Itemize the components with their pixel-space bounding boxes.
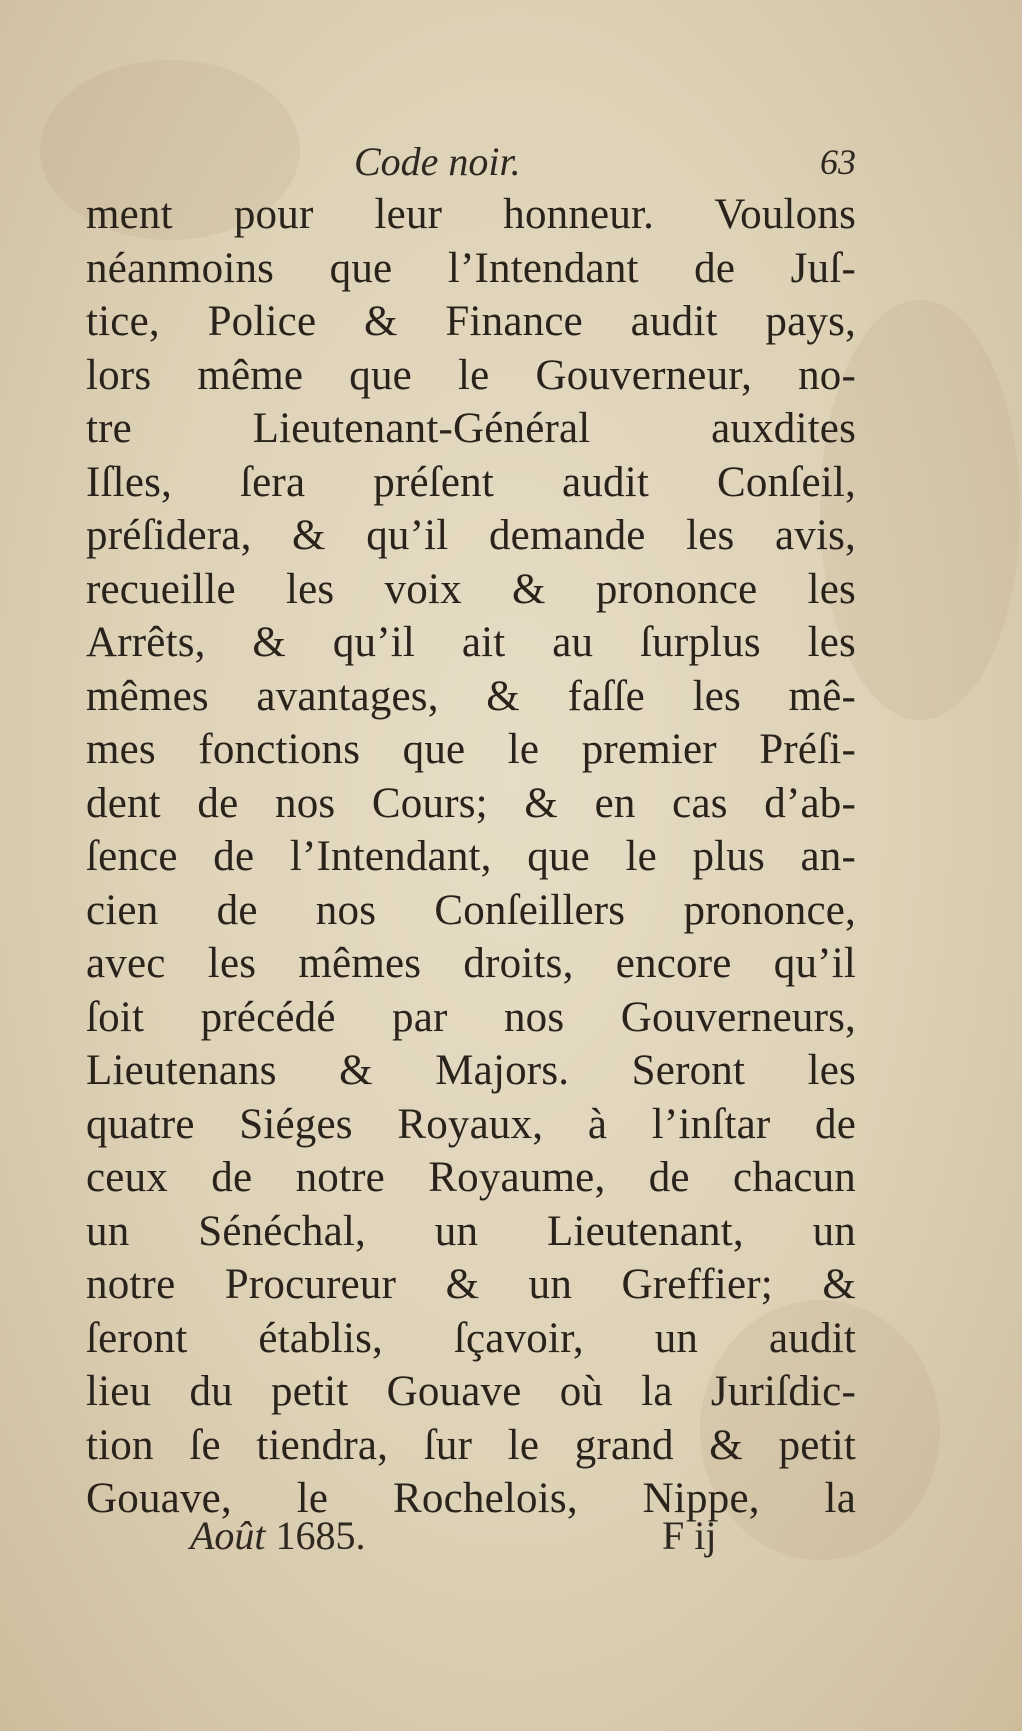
text-line: Iſles, ſera préſent audit Conſeil, <box>86 458 856 506</box>
page-header <box>86 138 856 186</box>
text-line: avec les mêmes droits, encore qu’il <box>86 940 856 987</box>
text-line: tice, Police & Finance audit pays, <box>86 298 856 345</box>
text-line: Lieutenans & Majors. Seront les <box>86 1047 856 1094</box>
body-text <box>86 188 856 1526</box>
page-footer <box>86 1510 856 1562</box>
signature-mark: F ij <box>662 1513 717 1558</box>
text-line: néanmoins que l’Intendant de Juſ- <box>86 244 856 292</box>
text-line: tion ſe tiendra, ſur le grand & petit <box>86 1421 856 1469</box>
text-line: quatre Siéges Royaux, à l’inſtar de <box>86 1100 856 1148</box>
date-line <box>190 1510 366 1562</box>
text-line: préſidera, & qu’il demande les avis, <box>86 512 856 559</box>
text-line: un Sénéchal, un Lieutenant, un <box>86 1207 856 1255</box>
text-line: mêmes avantages, & faſſe les mê- <box>86 672 856 720</box>
text-line: ſence de l’Intendant, que le plus an- <box>86 833 856 880</box>
text-line: Arrêts, & qu’il ait au ſurplus les <box>86 619 856 666</box>
date-month: Août <box>190 1513 266 1558</box>
text-line: ſeront établis, ſçavoir, un audit <box>86 1314 856 1362</box>
date-year: 1685. <box>275 1513 366 1558</box>
page-number: 63 <box>820 142 856 182</box>
text-line: tre Lieutenant-Général auxdites <box>86 405 856 452</box>
text-line: ment pour leur honneur. Voulons <box>86 191 856 238</box>
text-line: ſoit précédé par nos Gouverneurs, <box>86 993 856 1041</box>
text-line: cien de nos Conſeillers prononce, <box>86 886 856 934</box>
text-line: lors même que le Gouverneur, no- <box>86 351 856 399</box>
text-line: mes fonctions que le premier Préſi- <box>86 726 856 773</box>
text-line: recueille les voix & prononce les <box>86 565 856 613</box>
text-line: lieu du petit Gouave où la Juriſdic- <box>86 1368 856 1415</box>
text-line: notre Procureur & un Greffier; & <box>86 1261 856 1308</box>
text-line: Gouave, le Rochelois, Nippe, la <box>86 1475 856 1522</box>
text-line: ceux de notre Royaume, de chacun <box>86 1154 856 1201</box>
running-title: Code noir. <box>354 139 521 184</box>
text-line: dent de nos Cours; & en cas d’ab- <box>86 779 856 827</box>
